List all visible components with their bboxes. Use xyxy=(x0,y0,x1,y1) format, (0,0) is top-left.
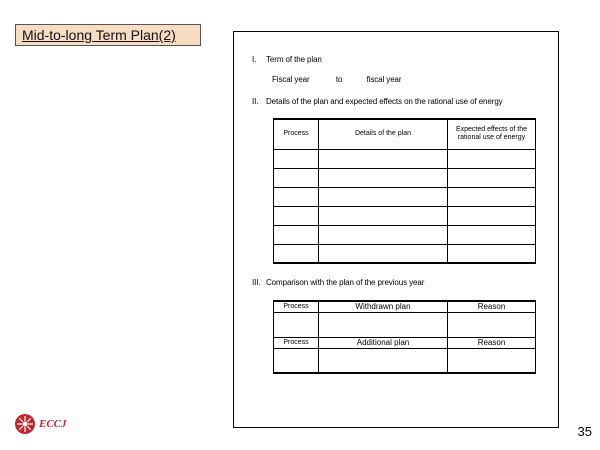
eccj-logo-icon xyxy=(14,413,36,435)
table-row xyxy=(274,187,536,206)
plan-details-header-row xyxy=(274,119,536,149)
slide-title-box xyxy=(15,24,201,46)
table-cell[interactable] xyxy=(448,244,536,263)
withdrawn-header-reason: Reason xyxy=(448,301,536,312)
withdrawn-header-process: Process xyxy=(274,301,319,312)
table-row xyxy=(274,312,536,337)
table-row xyxy=(274,348,536,373)
withdrawn-header-plan: Withdrawn plan xyxy=(319,301,448,312)
table-row xyxy=(274,225,536,244)
table-cell[interactable] xyxy=(448,348,536,373)
table-cell[interactable] xyxy=(448,187,536,206)
table-cell[interactable] xyxy=(319,244,448,263)
table-cell[interactable] xyxy=(319,149,448,168)
plan-details-table xyxy=(273,118,536,264)
slide-title: Mid-to-long Term Plan(2) xyxy=(22,27,176,43)
section3-number: III. xyxy=(252,278,261,287)
comparison-table xyxy=(273,300,536,374)
header-details: Details of the plan xyxy=(319,119,448,149)
eccj-logo xyxy=(14,413,67,435)
section3-heading: Comparison with the plan of the previous year xyxy=(266,278,425,287)
table-row xyxy=(274,244,536,263)
table-row xyxy=(274,168,536,187)
section2-heading-line xyxy=(252,97,503,106)
table-cell[interactable] xyxy=(448,206,536,225)
table-cell[interactable] xyxy=(274,168,319,187)
to-label: to xyxy=(335,75,343,84)
section2-heading: Details of the plan and expected effects on the rational use of energy xyxy=(266,97,503,106)
table-cell[interactable] xyxy=(448,225,536,244)
fiscal-year-line xyxy=(272,75,401,84)
withdrawn-header-row xyxy=(274,301,536,312)
plan-form-document xyxy=(233,31,559,428)
section1-number: I. xyxy=(252,55,257,64)
fiscal-year-label-2: fiscal year xyxy=(366,75,402,84)
table-cell[interactable] xyxy=(274,312,319,337)
table-cell[interactable] xyxy=(274,244,319,263)
table-cell[interactable] xyxy=(319,348,448,373)
table-cell[interactable] xyxy=(274,348,319,373)
table-cell[interactable] xyxy=(448,168,536,187)
table-cell[interactable] xyxy=(319,206,448,225)
additional-header-row xyxy=(274,337,536,348)
table-cell[interactable] xyxy=(448,149,536,168)
page-number: 35 xyxy=(577,424,592,439)
table-cell[interactable] xyxy=(274,225,319,244)
table-cell[interactable] xyxy=(274,187,319,206)
table-row xyxy=(274,149,536,168)
section1-heading: Term of the plan xyxy=(266,55,322,64)
header-process: Process xyxy=(274,119,319,149)
additional-header-reason: Reason xyxy=(448,337,536,348)
table-cell[interactable] xyxy=(319,187,448,206)
additional-header-process: Process xyxy=(274,337,319,348)
table-row xyxy=(274,206,536,225)
section3-heading-line xyxy=(252,278,424,287)
additional-header-plan: Additional plan xyxy=(319,337,448,348)
fiscal-year-label: Fiscal year xyxy=(272,75,310,84)
header-expected-effects: Expected effects of the rational use of energy xyxy=(448,119,536,149)
table-cell[interactable] xyxy=(319,312,448,337)
table-cell[interactable] xyxy=(319,225,448,244)
eccj-logo-text: ECCJ xyxy=(39,418,67,430)
table-cell[interactable] xyxy=(448,312,536,337)
section1-heading-line xyxy=(252,55,322,64)
table-cell[interactable] xyxy=(274,206,319,225)
table-cell[interactable] xyxy=(274,149,319,168)
table-cell[interactable] xyxy=(319,168,448,187)
section2-number: II. xyxy=(252,97,259,106)
